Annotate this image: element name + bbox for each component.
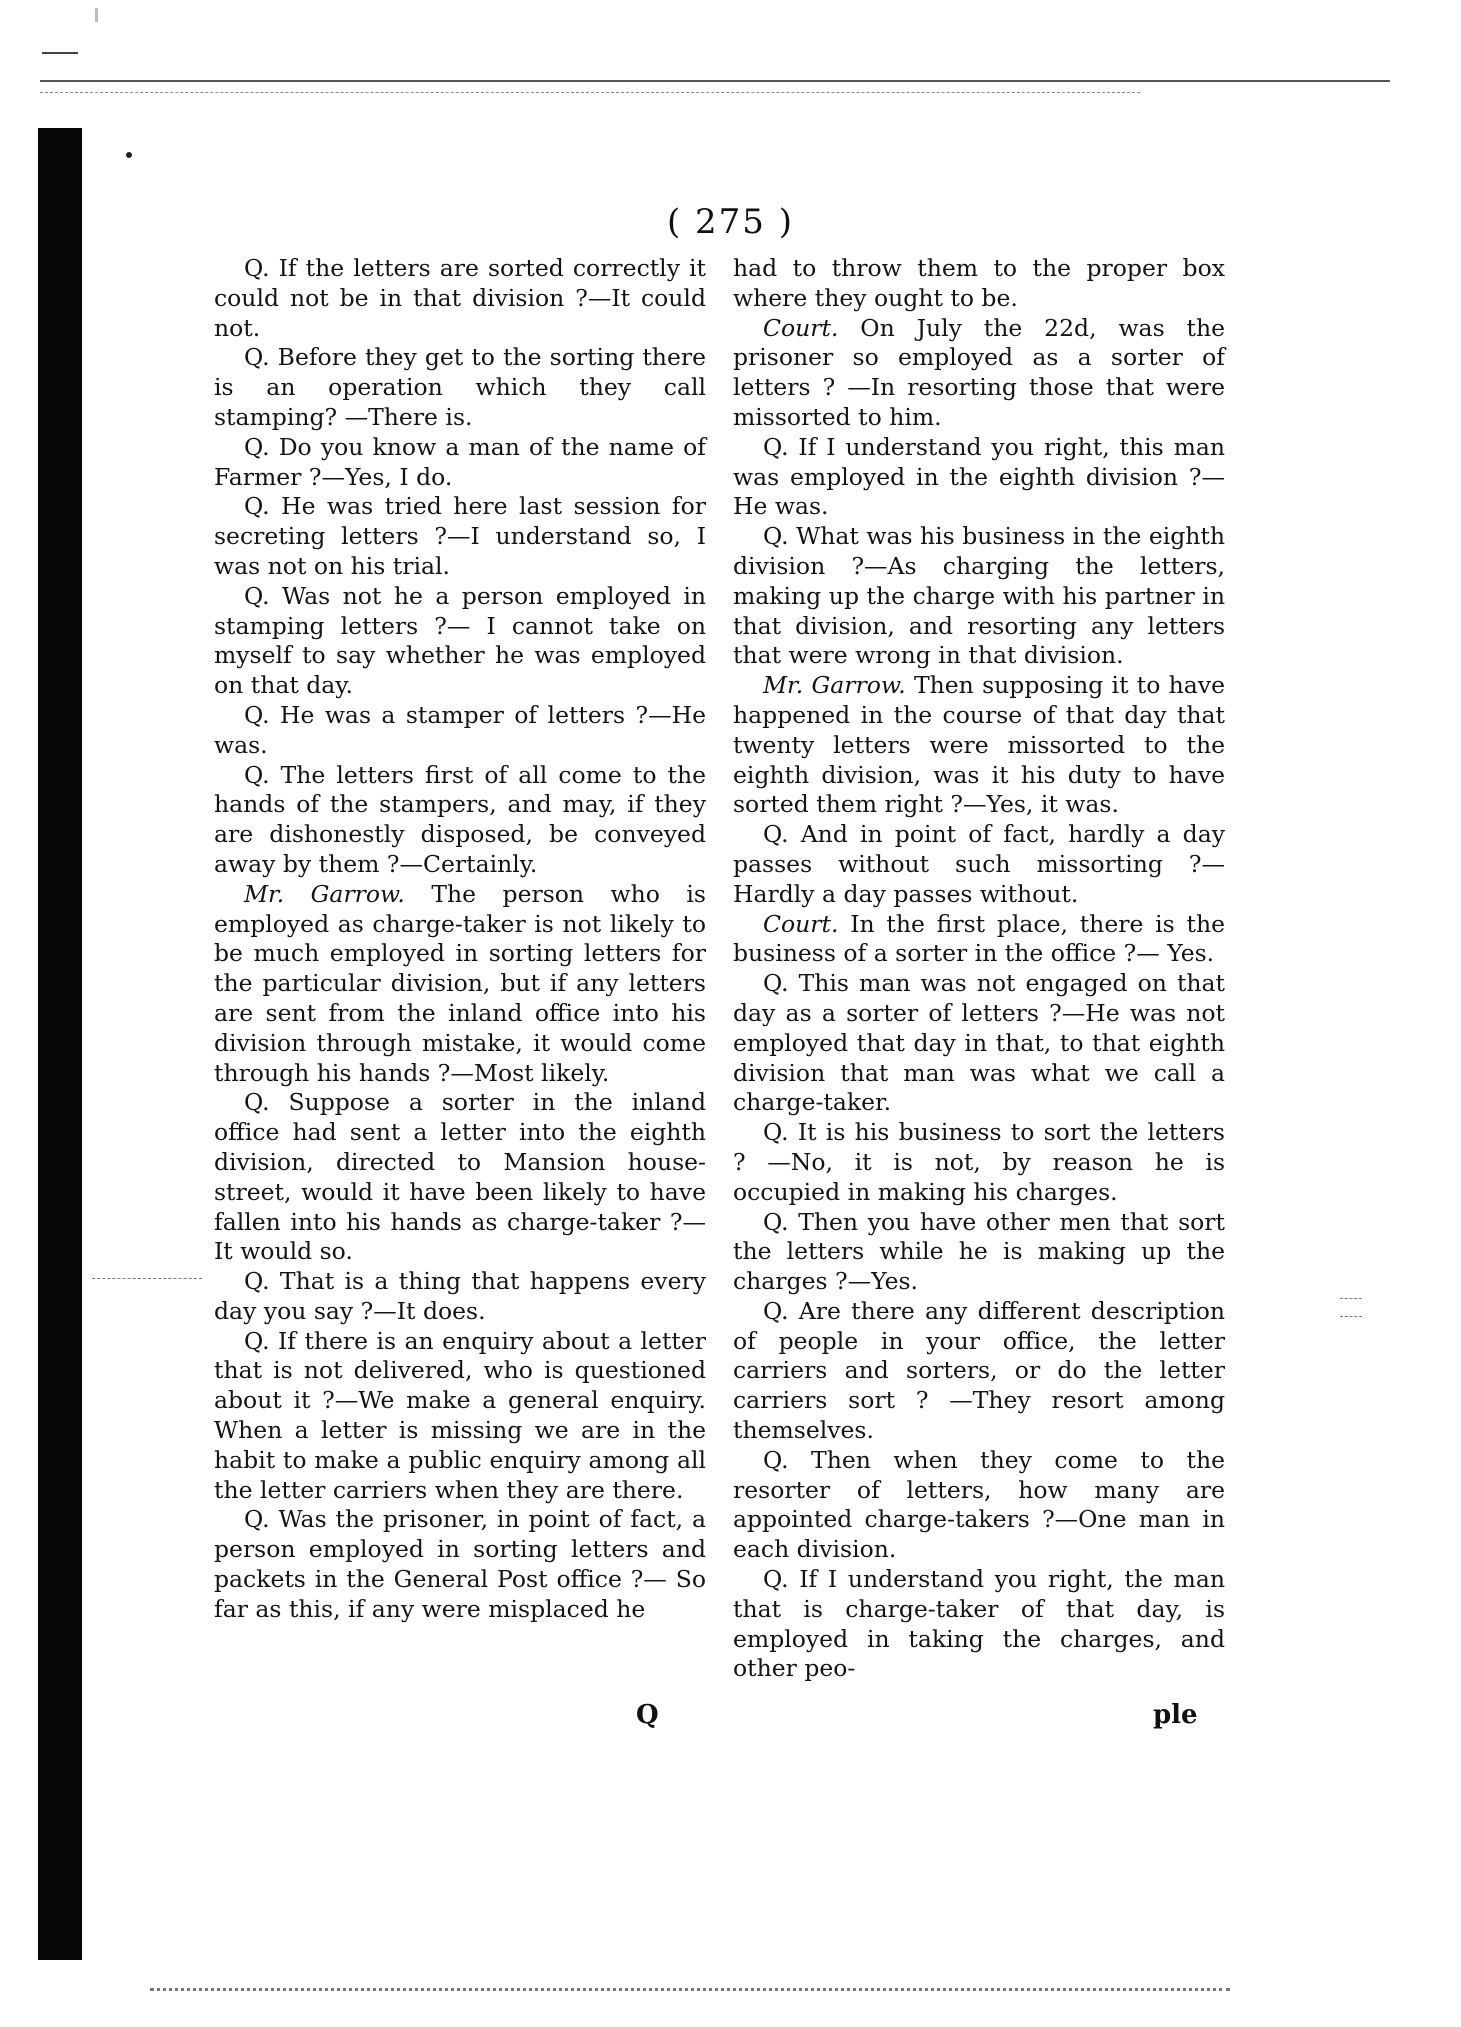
paragraph bbox=[214, 1327, 706, 1506]
paragraph-text: Then supposing it to have happened in the course of that day that twenty letters were missorted to the eighth division, was it his duty to have sorted them right ?—Yes, it was. bbox=[733, 671, 1225, 819]
paragraph-text: Q. If I understand you right, the man that is charge-taker of that day, is employed in taking the charges, and other peo- bbox=[733, 1565, 1225, 1683]
paragraph-text: Q. This man was not engaged on that day as a sorter of letters ?—He was not employed that day in that, to that eighth division that man was what we call a charge-taker. bbox=[733, 969, 1225, 1117]
speaker-name: Court. bbox=[763, 313, 839, 342]
page-number: ( 275 ) bbox=[666, 202, 795, 242]
paragraph-text: Q. Do you know a man of the name of Farmer ?—Yes, I do. bbox=[214, 432, 706, 491]
paragraph-text: Q. Was not he a person employed in stamping letters ?— I cannot take on myself to say whether he was employed on that day. bbox=[214, 581, 706, 700]
paragraph-text: Q. If I understand you right, this man was employed in the eighth division ?— He was. bbox=[733, 432, 1225, 521]
paragraph bbox=[214, 701, 706, 761]
paragraph bbox=[733, 433, 1225, 522]
speaker-name: Mr. Garrow. bbox=[244, 879, 405, 908]
scan-mark bbox=[95, 8, 98, 22]
scan-mark bbox=[1340, 1316, 1362, 1317]
paragraph bbox=[733, 1446, 1225, 1565]
paragraph bbox=[214, 1505, 706, 1624]
scan-noise bbox=[150, 1988, 1230, 1991]
paragraph bbox=[733, 1118, 1225, 1207]
catchword-right: ple bbox=[1153, 1700, 1198, 1730]
paragraph bbox=[733, 820, 1225, 909]
paragraph-text: Q. Are there any different description of people in your office, the letter carriers and sorters, or do the letter carriers sort ? —They resort among themselves. bbox=[733, 1296, 1225, 1445]
paragraph-text: On July the 22d, was the prisoner so employed as a sorter of letters ? —In resorting those that were missorted to him. bbox=[733, 313, 1225, 431]
speaker-name: Court. bbox=[763, 909, 839, 938]
paragraph bbox=[733, 522, 1225, 671]
paragraph bbox=[214, 343, 706, 432]
paragraph-text: Q. If the letters are sorted correctly it could not be in that division ?—It could not. bbox=[214, 254, 706, 342]
paragraph-text: Q. Suppose a sorter in the inland office had sent a letter into the eighth division, directed to Mansion house-street, would it have been likely to have fallen into his hands as charge-taker ?—It would so. bbox=[214, 1088, 706, 1266]
paragraph-text: Q. Before they get to the sorting there is an operation which they call stamping? —There is. bbox=[214, 343, 706, 431]
paragraph bbox=[733, 254, 1225, 314]
paragraph bbox=[214, 582, 706, 701]
paragraph-text: had to throw them to the proper box where they ought to be. bbox=[733, 254, 1225, 312]
left-column bbox=[214, 254, 706, 1625]
paragraph bbox=[214, 880, 706, 1089]
paragraph bbox=[733, 910, 1225, 970]
paragraph-text: Q. And in point of fact, hardly a day passes without such missorting ?—Hardly a day passes without. bbox=[733, 820, 1225, 908]
speaker-name: Mr. Garrow. bbox=[763, 671, 906, 700]
paragraph-text: Q. If there is an enquiry about a letter that is not delivered, who is questioned about it ?—We make a general enquiry. When a letter is missing we are in the habit to make a public enquiry among all the letter carriers when they are there. bbox=[214, 1326, 706, 1504]
binding-shadow bbox=[38, 128, 82, 1960]
paragraph-text: Q. That is a thing that happens every day you say ?—It does. bbox=[214, 1267, 706, 1325]
paragraph bbox=[733, 671, 1225, 820]
paragraph bbox=[733, 1208, 1225, 1297]
scan-mark bbox=[92, 1278, 202, 1279]
paragraph bbox=[733, 1565, 1225, 1684]
paragraph bbox=[214, 1267, 706, 1327]
paragraph bbox=[733, 314, 1225, 433]
paragraph-text: The person who is employed as charge-taker is not likely to be much employed in sorting letters for the particular division, but if any letters are sent from the inland office into his division through mistake, it would come through his hands ?—Most likely. bbox=[214, 879, 706, 1087]
paragraph-text: Q. The letters first of all come to the hands of the stampers, and may, if they are dishonestly disposed, be conveyed away by them ?—Certainly. bbox=[214, 760, 706, 878]
scan-mark bbox=[1340, 1298, 1362, 1299]
scan-mark bbox=[42, 52, 78, 54]
paragraph-text: In the first place, there is the business of a sorter in the office ?— Yes. bbox=[733, 909, 1225, 968]
paragraph-text: Q. Then you have other men that sort the letters while he is making up the charges ?—Yes. bbox=[733, 1207, 1225, 1296]
paragraph-text: Q. He was tried here last session for secreting letters ?—I understand so, I was not on his trial. bbox=[214, 492, 706, 580]
paragraph bbox=[214, 1088, 706, 1267]
ink-dot bbox=[126, 152, 132, 158]
right-column bbox=[733, 254, 1225, 1684]
paragraph bbox=[733, 969, 1225, 1118]
paragraph bbox=[214, 433, 706, 493]
scan-rule bbox=[40, 80, 1390, 82]
paragraph bbox=[214, 492, 706, 581]
paragraph-text: Q. He was a stamper of letters ?—He was. bbox=[214, 700, 706, 759]
scan-rule bbox=[40, 92, 1140, 93]
paragraph bbox=[733, 1297, 1225, 1446]
catchword-left: Q bbox=[636, 1700, 659, 1730]
paragraph bbox=[214, 254, 706, 343]
paragraph-text: Q. It is his business to sort the letters ? —No, it is not, by reason he is occupied in making his charges. bbox=[733, 1118, 1225, 1206]
paragraph-text: Q. Then when they come to the resorter of letters, how many are appointed charge-takers ?—One man in each division. bbox=[733, 1445, 1225, 1564]
paragraph bbox=[214, 761, 706, 880]
paragraph-text: Q. Was the prisoner, in point of fact, a person employed in sorting letters and packets in the General Post office ?— So far as this, if any were misplaced he bbox=[214, 1505, 706, 1623]
paragraph-text: Q. What was his business in the eighth division ?—As charging the letters, making up the charge with his partner in that division, and resorting any letters that were wrong in that division. bbox=[733, 522, 1225, 670]
